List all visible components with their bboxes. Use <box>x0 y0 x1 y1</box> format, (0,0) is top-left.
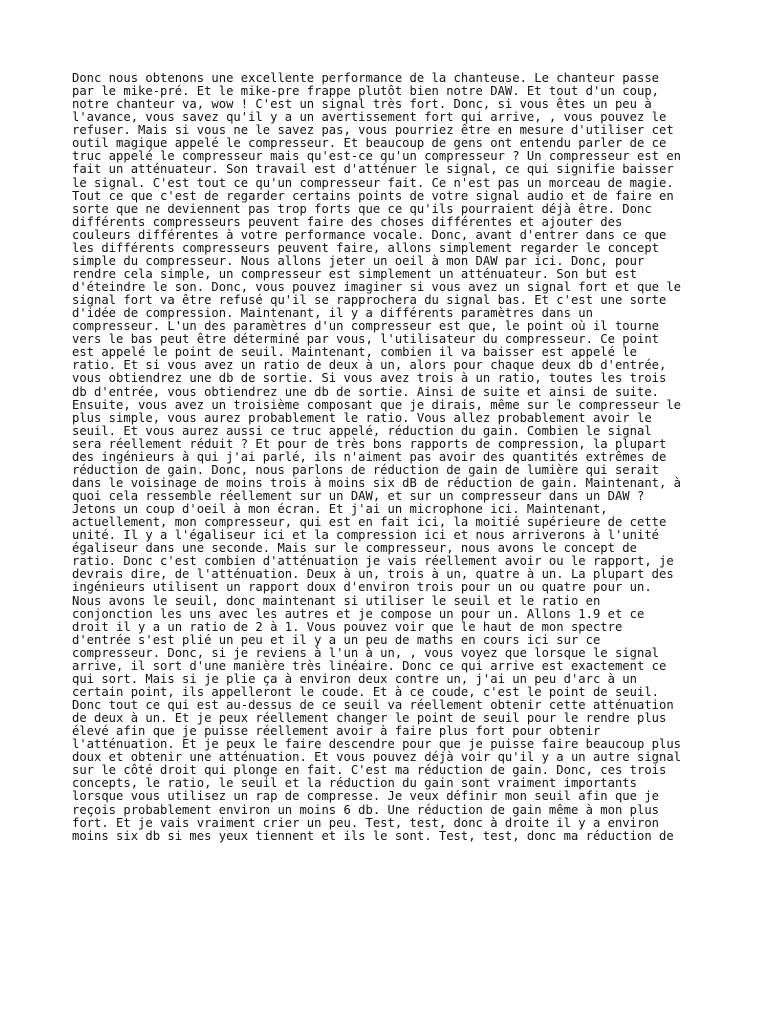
text-line: devrais dire, de l'atténuation. Deux à un, trois à un, quatre à un. La plupart des <box>72 567 674 582</box>
text-line: par le mike-pré. Et le mike-pre frappe plutôt bien notre DAW. Et tout d'un coup, <box>72 84 659 99</box>
text-line: compresseur. L'un des paramètres d'un compresseur est que, le point où il tourne <box>72 319 659 334</box>
text-line: Tout ce que c'est de regarder certains points de votre signal audio et de faire en <box>72 188 674 203</box>
text-line: de deux à un. Et je peux réellement changer le point de seuil pour le rendre plus <box>72 711 667 726</box>
text-line: des ingénieurs à qui j'ai parlé, ils n'aiment pas avoir des quantités extrêmes de <box>72 449 667 464</box>
text-line: sera réellement réduit ? Et pour de très bons rapports de compression, la plupart <box>72 436 667 451</box>
text-line: sorte que ne deviennent pas trop forts que ce qu'ils pourraient déjà être. Donc <box>72 201 652 216</box>
text-line: élevé afin que je puisse réellement avoir à faire plus fort pour obtenir <box>72 724 601 739</box>
text-line: certain point, ils appelleront le coude. Et à ce coude, c'est le point de seuil. <box>72 684 659 699</box>
text-line: Ensuite, vous avez un troisième composant que je dirais, même sur le compresseur le <box>72 397 682 412</box>
text-line: sur le côté droit qui plonge en fait. C'est ma réduction de gain. Donc, ces trois <box>72 763 667 778</box>
text-line: plus simple, vous aurez probablement le ratio. Vous allez probablement avoir le <box>72 410 652 425</box>
text-line: les différents compresseurs peuvent faire, allons simplement regarder le concept <box>72 240 659 255</box>
text-line: doux et obtenir une atténuation. Et vous pouvez déjà voir qu'il y a un autre signal <box>72 750 682 765</box>
text-line: l'atténuation. Et je peux le faire descendre pour que je puisse faire beaucoup plus <box>72 737 682 752</box>
text-line: d'éteindre le son. Donc, vous pouvez imaginer si vous avez un signal fort et que le <box>72 280 682 294</box>
text-line: dans le voisinage de moins trois à moins six dB de réduction de gain. Maintenant, à <box>72 475 682 490</box>
text-line: simple du compresseur. Nous allons jeter un oeil à mon DAW par ici. Donc, pour <box>72 253 645 268</box>
text-line: signal fort va être refusé qu'il se rapprochera du signal bas. Et c'est une sorte <box>72 293 667 308</box>
text-line: Donc nous obtenons une excellente performance de la chanteuse. Le chanteur passe <box>72 71 659 85</box>
text-line: ratio. Et si vous avez un ratio de deux à un, alors pour chaque deux db d'entrée, <box>72 358 667 373</box>
text-line: actuellement, mon compresseur, qui est en fait ici, la moitié supérieure de cette <box>72 515 667 530</box>
text-line: le signal. C'est tout ce qu'un compresseur fait. Ce n'est pas un morceau de magie. <box>72 175 674 190</box>
text-line: reçois probablement environ un moins 6 db. Une réduction de gain même à mon plus <box>72 802 659 817</box>
document-body-text <box>72 72 712 843</box>
text-line: unité. Il y a l'égaliseur ici et la compression ici et nous arriverons à l'unité <box>72 528 659 543</box>
text-line: truc appelé le compresseur mais qu'est-ce qu'un compresseur ? Un compresseur est en <box>72 149 682 164</box>
text-line: différents compresseurs peuvent faire des choses différentes et ajouter des <box>72 214 623 229</box>
text-line: seuil. Et vous aurez aussi ce truc appelé, réduction du gain. Combien le signal <box>72 423 652 438</box>
text-line: d'idée de compression. Maintenant, il y a différents paramètres dans un <box>72 306 593 321</box>
text-line: couleurs différentes à votre performance vocale. Donc, avant d'entrer dans ce que <box>72 227 667 242</box>
text-line: lorsque vous utilisez un rap de compresse. Je veux définir mon seuil afin que je <box>72 789 659 804</box>
text-line: outil magique appelé le compresseur. Et beaucoup de gens ont entendu parler de ce <box>72 136 667 151</box>
text-line: ingénieurs utilisent un rapport doux d'environ trois pour un ou quatre pour un. <box>72 580 652 595</box>
text-line: compresseur. Donc, si je reviens à l'un à un, , vous voyez que lorsque le signal <box>72 645 659 660</box>
text-line: droit il y a un ratio de 2 à 1. Vous pouvez voir que le haut de mon spectre <box>72 619 623 634</box>
text-line: ratio. Donc c'est combien d'atténuation je vais réellement avoir ou le rapport, je <box>72 554 674 569</box>
text-line: moins six db si mes yeux tiennent et ils le sont. Test, test, donc ma réduction de <box>72 828 674 843</box>
text-line: Nous avons le seuil, donc maintenant si utiliser le seuil et le ratio en <box>72 593 601 608</box>
text-line: quoi cela ressemble réellement sur un DAW, et sur un compresseur dans un DAW ? <box>72 489 645 503</box>
text-line: qui sort. Mais si je plie ça à environ deux contre un, j'ai un peu d'arc à un <box>72 671 637 686</box>
text-line: l'avance, vous savez qu'il y a un avertissement fort qui arrive, , vous pouvez le <box>72 110 667 125</box>
text-line: fort. Et je vais vraiment crier un peu. Test, test, donc à droite il y a environ <box>72 815 659 830</box>
text-line: concepts, le ratio, le seuil et la réduction du gain sont vraiment importants <box>72 776 637 791</box>
text-line: d'entrée s'est plié un peu et il y a un peu de maths en cours ici sur ce <box>72 632 601 647</box>
text-line: Donc tout ce qui est au-dessus de ce seuil va réellement obtenir cette atténuation <box>72 698 674 712</box>
text-line: db d'entrée, vous obtiendrez une db de sortie. Ainsi de suite et ainsi de suite. <box>72 384 659 399</box>
text-line: arrive, il sort d'une manière très linéaire. Donc ce qui arrive est exactement ce <box>72 658 667 673</box>
text-line: fait un atténuateur. Son travail est d'atténuer le signal, ce qui signifie baisser <box>72 162 674 177</box>
text-line: rendre cela simple, un compresseur est simplement un atténuateur. Son but est <box>72 266 637 281</box>
text-line: Jetons un coup d'oeil à mon écran. Et j'ai un microphone ici. Maintenant, <box>72 502 608 517</box>
text-line: notre chanteur va, wow ! C'est un signal très fort. Donc, si vous êtes un peu à <box>72 97 652 112</box>
text-line: est appelé le point de seuil. Maintenant, combien il va baisser est appelé le <box>72 345 637 360</box>
text-line: vous obtiendrez une db de sortie. Si vous avez trois à un ratio, toutes les trois <box>72 371 667 386</box>
text-line: vers le bas peut être déterminé par vous, l'utilisateur du compresseur. Ce point <box>72 332 659 347</box>
text-line: refuser. Mais si vous ne le savez pas, vous pourriez être en mesure d'utiliser cet <box>72 123 674 138</box>
text-line: réduction de gain. Donc, nous parlons de réduction de gain de lumière qui serait <box>72 462 659 477</box>
text-line: conjonction les uns avec les autres et je compose un pour un. Allons 1.9 et ce <box>72 606 645 621</box>
text-line: égaliseur dans une seconde. Mais sur le compresseur, nous avons le concept de <box>72 541 637 556</box>
